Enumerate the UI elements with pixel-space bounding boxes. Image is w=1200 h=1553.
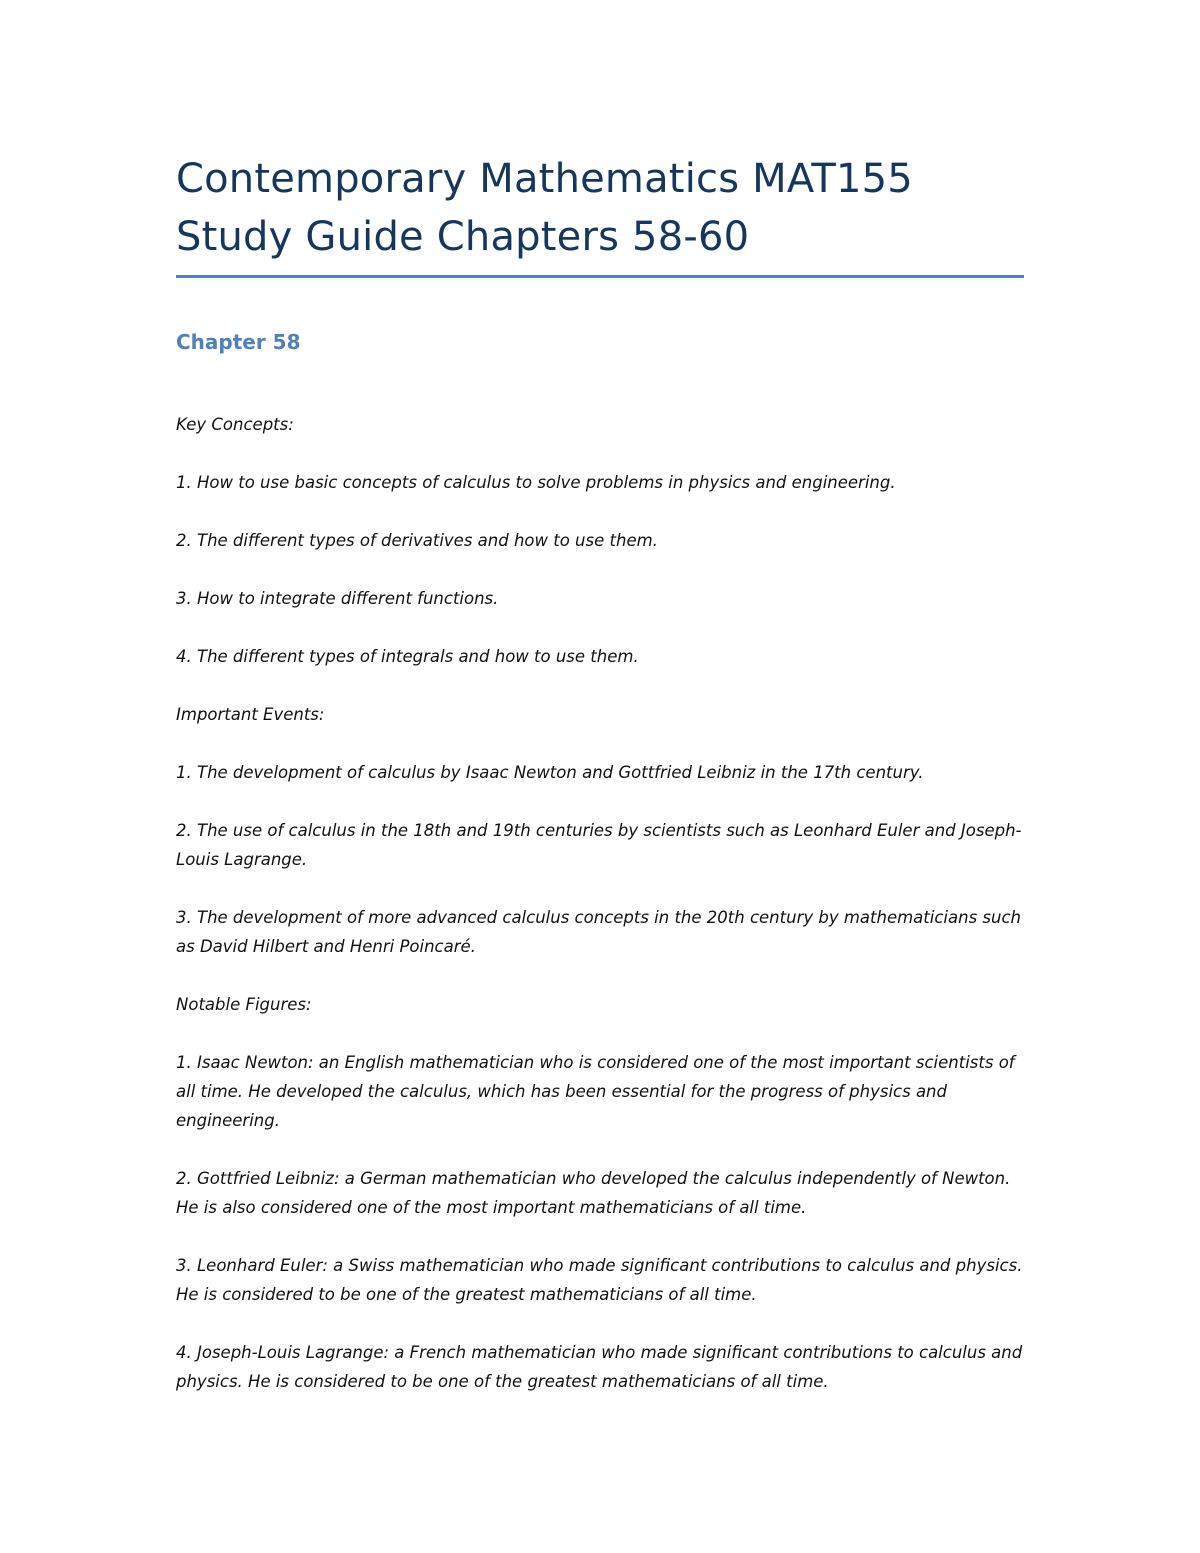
important-event-item-3: 3. The development of more advanced calculus concepts in the 20th century by mathematicians such as David Hilbert and Henri Poincaré. xyxy=(176,908,1021,956)
key-concept-item-1: 1. How to use basic concepts of calculus to solve problems in physics and engineering. xyxy=(176,473,896,492)
key-concepts-label: Key Concepts: xyxy=(176,415,294,434)
title-line-1: Contemporary Mathematics MAT155 xyxy=(176,156,913,202)
notable-figure-item-2: 2. Gottfried Leibniz: a German mathematician who developed the calculus independently of Newton. He is also considered one of the most important mathematicians of all time. xyxy=(176,1169,1011,1217)
document-content xyxy=(176,150,1024,1396)
notable-figure-item-1: 1. Isaac Newton: an English mathematician who is considered one of the most important scientists of all time. He developed the calculus, which has been essential for the progress of physics and engineering. xyxy=(176,1053,1015,1130)
key-concept-item-3: 3. How to integrate different functions. xyxy=(176,589,499,608)
title-line-2: Study Guide Chapters 58-60 xyxy=(176,214,750,260)
notable-figure-item-3: 3. Leonhard Euler: a Swiss mathematician who made significant contributions to calculus and physics. He is considered to be one of the greatest mathematicians of all time. xyxy=(176,1256,1023,1304)
important-event-item-1: 1. The development of calculus by Isaac Newton and Gottfried Leibniz in the 17th century. xyxy=(176,763,924,782)
title-divider xyxy=(176,275,1024,278)
chapter-heading: Chapter 58 xyxy=(176,330,301,354)
notable-figure-item-4: 4. Joseph-Louis Lagrange: a French mathematician who made significant contributions to calculus and physics. He is considered to be one of the greatest mathematicians of all time. xyxy=(176,1343,1023,1391)
important-events-label: Important Events: xyxy=(176,705,325,724)
notable-figures-label: Notable Figures: xyxy=(176,995,312,1014)
important-event-item-2: 2. The use of calculus in the 18th and 19th centuries by scientists such as Leonhard Euler and Joseph-Louis Lagrange. xyxy=(176,821,1022,869)
key-concept-item-4: 4. The different types of integrals and how to use them. xyxy=(176,647,639,666)
document-title xyxy=(176,150,1024,266)
key-concept-item-2: 2. The different types of derivatives and how to use them. xyxy=(176,531,658,550)
